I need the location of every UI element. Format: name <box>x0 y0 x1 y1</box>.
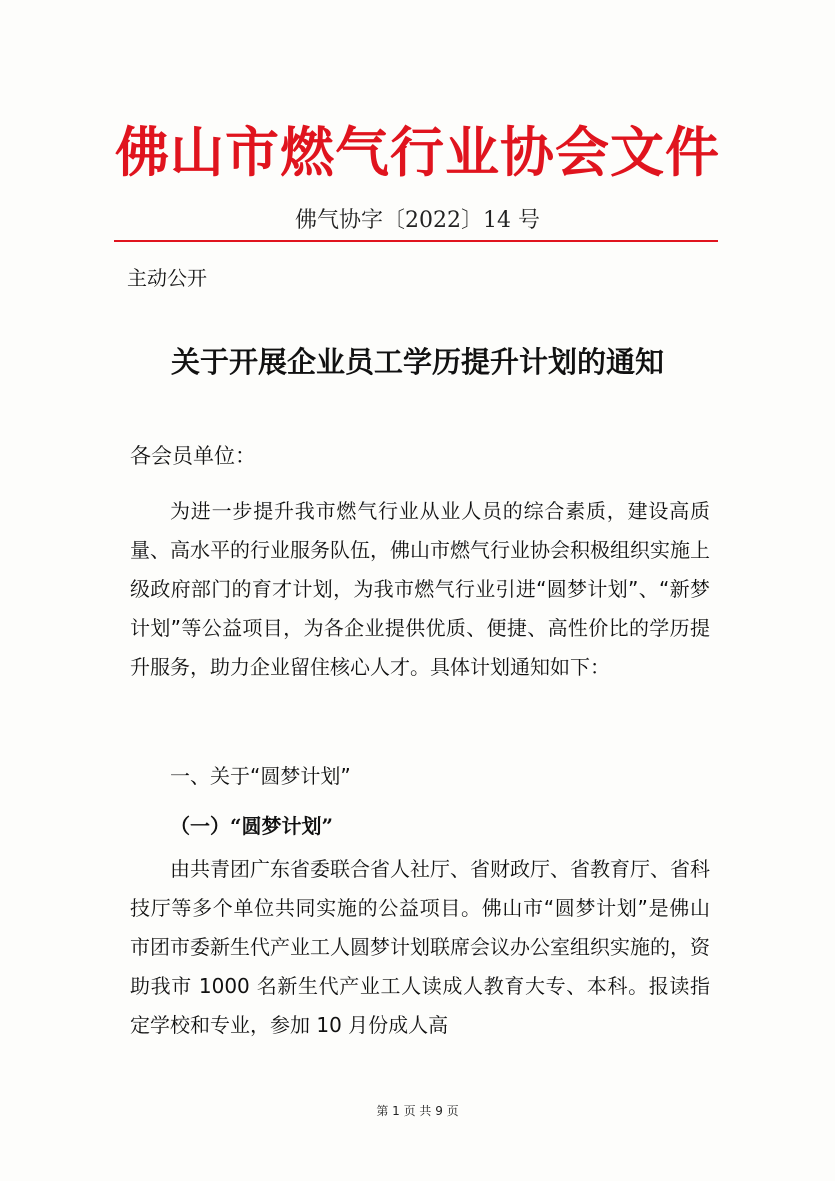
paragraph-intro: 为进一步提升我市燃气行业从业人员的综合素质，建设高质量、高水平的行业服务队伍，佛山市燃气行业协会积极组织实施上级政府部门的育才计划，为我市燃气行业引进“圆梦计划”、“新梦计划”等公益项目，为各企业提供优质、便捷、高性价比的学历提升服务，助力企业留住核心人才。具体计划通知如下： <box>130 499 710 679</box>
issuer-title: 佛山市燃气行业协会文件 <box>115 120 720 184</box>
red-divider <box>114 240 718 242</box>
salutation: 各会员单位： <box>130 444 256 468</box>
section-heading: 一、关于“圆梦计划” <box>170 764 351 788</box>
document-number: 佛气协字〔2022〕14 号 <box>295 208 540 233</box>
subsection-heading: （一）“圆梦计划” <box>170 814 334 838</box>
page-indicator: 第 1 页 共 9 页 <box>376 1104 459 1118</box>
disclosure-label: 主动公开 <box>127 266 207 290</box>
notice-title: 关于开展企业员工学历提升计划的通知 <box>170 345 664 379</box>
paragraph-details: 由共青团广东省委联合省人社厅、省财政厅、省教育厅、省科技厅等多个单位共同实施的公益项目。佛山市“圆梦计划”是佛山市团市委新生代产业工人圆梦计划联席会议办公室组织实施的，资助我市 1000 名新生代产业工人读成人教育大专、本科。报读指定学校和专业，参加 10 月份成人高 <box>130 857 710 1037</box>
